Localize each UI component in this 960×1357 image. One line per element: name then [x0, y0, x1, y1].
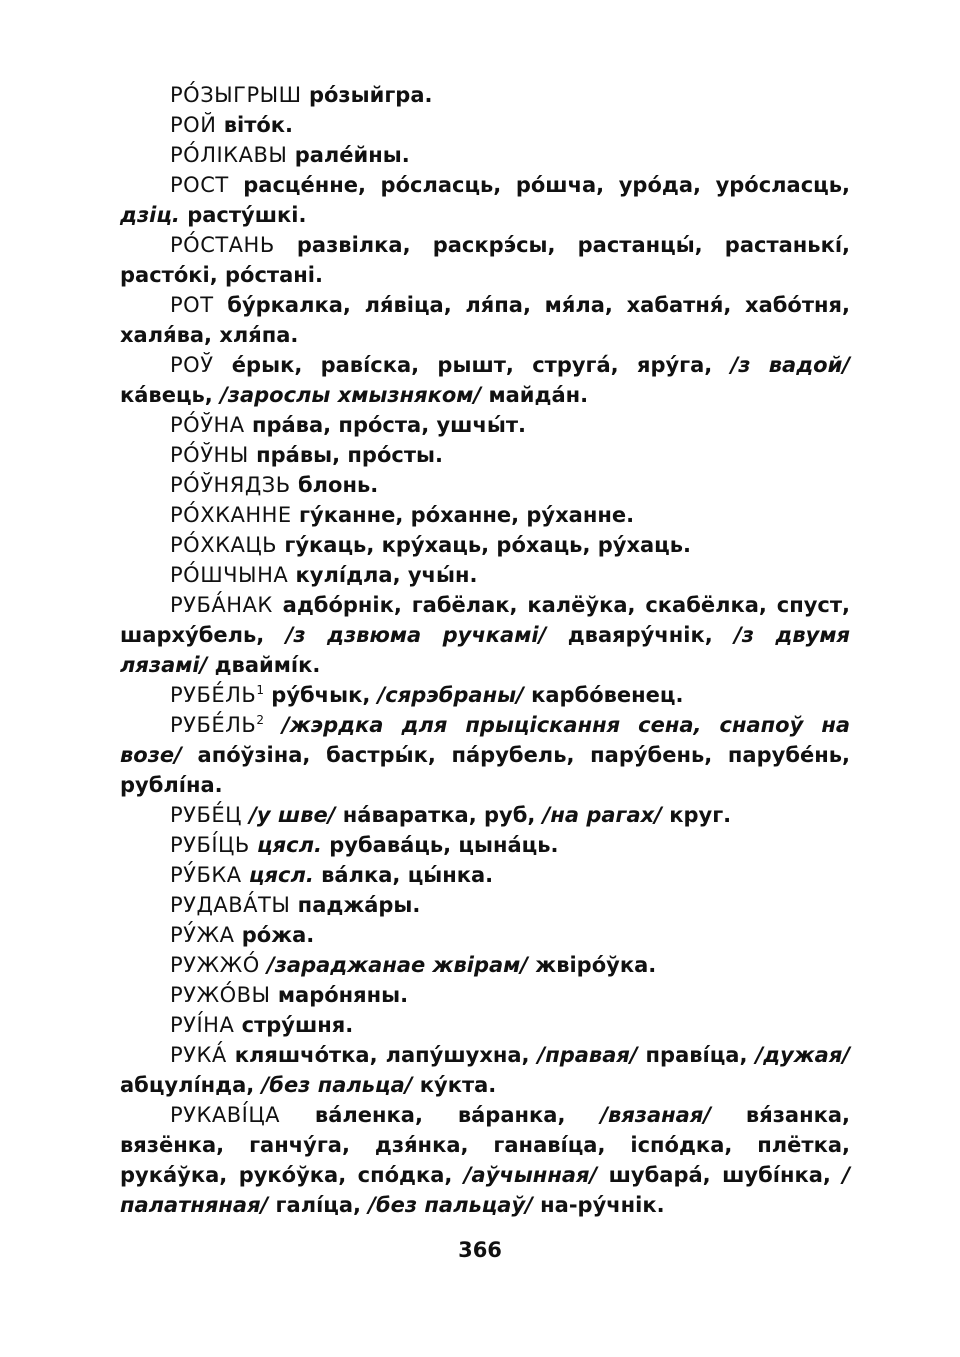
dictionary-entry	[120, 710, 850, 800]
definition-text: ку́кта.	[412, 1073, 497, 1097]
definition-text: апо́ўзіна, бастры́к, па́рубель, пару́бень, парубе́нь, рублі́на.	[120, 743, 850, 797]
definition-text: праві́ца,	[637, 1043, 756, 1067]
superscript: 1	[256, 683, 264, 697]
headword: РО́ШЧЫНА	[170, 563, 289, 587]
page-number: 366	[458, 1238, 502, 1262]
dictionary-entry	[120, 1040, 850, 1100]
definition-text: кляшчо́тка, лапу́шухна,	[226, 1043, 538, 1067]
headword: РУДАВА́ТЫ	[170, 893, 291, 917]
definition-text: расту́шкі.	[179, 203, 307, 227]
italic-note: цясл.	[257, 833, 322, 857]
headword: РУ́БКА	[170, 863, 242, 887]
dictionary-entry	[120, 560, 850, 590]
headword: РУКАВІ́ЦА	[170, 1103, 281, 1127]
definition-text: пра́вы, про́сты.	[248, 443, 443, 467]
definition-text: жвіро́ўка.	[527, 953, 657, 977]
italic-note: /у шве/	[249, 803, 336, 827]
dictionary-entry	[120, 530, 850, 560]
italic-note: /з дзвюма ручкамі/	[285, 623, 547, 647]
headword: РУБЕ́ЛЬ	[170, 713, 257, 737]
headword: РУЖО́ВЫ	[170, 983, 271, 1007]
dictionary-entry	[120, 860, 850, 890]
dictionary-entry	[120, 110, 850, 140]
dictionary-entry	[120, 890, 850, 920]
definition-text: дваяру́чнік,	[546, 623, 735, 647]
dictionary-entry	[120, 950, 850, 980]
italic-note: /на рагах/	[542, 803, 662, 827]
headword: РО́ХКАЦЬ	[170, 533, 278, 557]
headword: РО́ЎНЯДЗЬ	[170, 473, 291, 497]
italic-note: /правая/	[537, 1043, 638, 1067]
definition-text: ва́ленка, ва́ранка,	[280, 1103, 601, 1127]
italic-note: /з двумя лязамі/	[120, 623, 850, 677]
definition-text	[242, 863, 249, 887]
definition-text: бу́ркалка, ля́віца, ля́па, мя́ла, хабатня́, хабо́тня, халя́ва, хля́па.	[120, 293, 850, 347]
dictionary-entry	[120, 800, 850, 830]
italic-note: /без пальца/	[261, 1073, 413, 1097]
dictionary-entry	[120, 830, 850, 860]
definition-text: гу́канне, ро́ханне, ру́ханне.	[291, 503, 635, 527]
definition-text: вя́занка, вязёнка, ганчу́га, дзя́нка, ганаві́ца, іспо́дка, плётка, рука́ўка, руко́ўка, спо́дка,	[120, 1103, 850, 1187]
headword: РОТ	[170, 293, 214, 317]
dictionary-entry	[120, 170, 850, 230]
definition-text: карбо́венец.	[523, 683, 684, 707]
dictionary-entry	[120, 140, 850, 170]
definition-text: майда́н.	[481, 383, 589, 407]
headword: РОЙ	[170, 113, 217, 137]
dictionary-entry	[120, 590, 850, 680]
definition-text: ва́лка, цы́нка.	[313, 863, 494, 887]
dictionary-entry	[120, 980, 850, 1010]
headword: РУБІ́ЦЬ	[170, 833, 250, 857]
definition-text: галі́ца,	[268, 1193, 369, 1217]
dictionary-entry	[120, 920, 850, 950]
italic-note: /дужая/	[755, 1043, 850, 1067]
italic-note: /зарослы хмызняком/	[220, 383, 482, 407]
headword: РО́ЎНЫ	[170, 443, 249, 467]
definition-text	[250, 833, 257, 857]
dictionary-entry	[120, 230, 850, 290]
definition-text: шубара́, шубі́нка,	[597, 1163, 843, 1187]
definition-text: адбо́рнік, габёлак, калёўка, скабёлка, спуст, шарху́бель,	[120, 593, 850, 647]
italic-note: /з вадой/	[730, 353, 850, 377]
dictionary-entry	[120, 290, 850, 350]
definition-text: стру́шня.	[234, 1013, 354, 1037]
definition-text: пра́ва, про́ста, ушчы́т.	[244, 413, 527, 437]
headword: РУ́ЖА	[170, 923, 235, 947]
definition-text: круг.	[661, 803, 732, 827]
italic-note: /сярэбраны/	[377, 683, 524, 707]
dictionary-entry	[120, 470, 850, 500]
definition-text: расце́нне, ро́сласць, ро́шча, уро́да, уро́сласць,	[228, 173, 850, 197]
definition-text: рале́йны.	[287, 143, 410, 167]
italic-note: /зараджанае жвірам/	[267, 953, 528, 977]
italic-note: /жэрдка для прыціскання сена, снапоў на возе/	[120, 713, 851, 767]
headword: РО́ЎНА	[170, 413, 245, 437]
definition-text: віто́к.	[216, 113, 294, 137]
definition-text: ру́бчык,	[263, 683, 378, 707]
headword: РОЎ	[170, 353, 214, 377]
entries-column	[120, 80, 850, 1220]
headword: РУІ́НА	[170, 1013, 235, 1037]
italic-note: цясл.	[248, 863, 314, 887]
definition-text: кулі́дла, учы́н.	[288, 563, 478, 587]
definition-text: ро́зыйгра.	[301, 83, 433, 107]
definition-text: на-ру́чнік.	[532, 1193, 665, 1217]
dictionary-entry	[120, 410, 850, 440]
headword: РО́ХКАННЕ	[170, 503, 292, 527]
definition-text: развілка, раскрэ́сы, растанцы́, растанькі́, расто́кі, ро́стані.	[120, 233, 850, 287]
dictionary-entry	[120, 1100, 850, 1220]
dictionary-entry	[120, 1010, 850, 1040]
definition-text	[264, 713, 282, 737]
headword: РУБА́НАК	[170, 593, 273, 617]
italic-note: /без пальцаў/	[368, 1193, 533, 1217]
dictionary-entry	[120, 80, 850, 110]
definition-text: абцулі́нда,	[120, 1073, 262, 1097]
headword: РУЖЖО́	[170, 953, 260, 977]
definition-text	[260, 953, 267, 977]
dictionary-entry	[120, 350, 850, 410]
definition-text: дваймі́к.	[207, 653, 321, 677]
definition-text: блонь.	[290, 473, 379, 497]
definition-text: гу́каць, кру́хаць, ро́хаць, ру́хаць.	[277, 533, 691, 557]
dictionary-entry	[120, 500, 850, 530]
italic-note: дзіц.	[120, 203, 180, 227]
headword: РО́ЛІКАВЫ	[170, 143, 288, 167]
italic-note: /палатняная/	[120, 1163, 850, 1217]
headword: РУБЕ́Ц	[170, 803, 242, 827]
headword: РУКА́	[170, 1043, 227, 1067]
definition-text: маро́няны.	[270, 983, 409, 1007]
dictionary-entry	[120, 680, 850, 710]
definition-text: ро́жа.	[234, 923, 315, 947]
definition-text: паджа́ры.	[290, 893, 421, 917]
italic-note: /вязаная/	[600, 1103, 712, 1127]
headword: РУБЕ́ЛЬ	[170, 683, 257, 707]
definition-text: рубава́ць, цына́ць.	[321, 833, 559, 857]
headword: РО́СТАНЬ	[170, 233, 275, 257]
headword: РОСТ	[170, 173, 229, 197]
definition-text: на́варатка, руб,	[335, 803, 543, 827]
definition-text: е́рык, раві́ска, рышт, стругá, яру́га,	[213, 353, 731, 377]
definition-text: ка́вець,	[120, 383, 221, 407]
italic-note: /аўчынная/	[463, 1163, 598, 1187]
dictionary-entry	[120, 440, 850, 470]
superscript: 2	[256, 713, 264, 727]
headword: РО́ЗЫГРЫШ	[170, 83, 302, 107]
